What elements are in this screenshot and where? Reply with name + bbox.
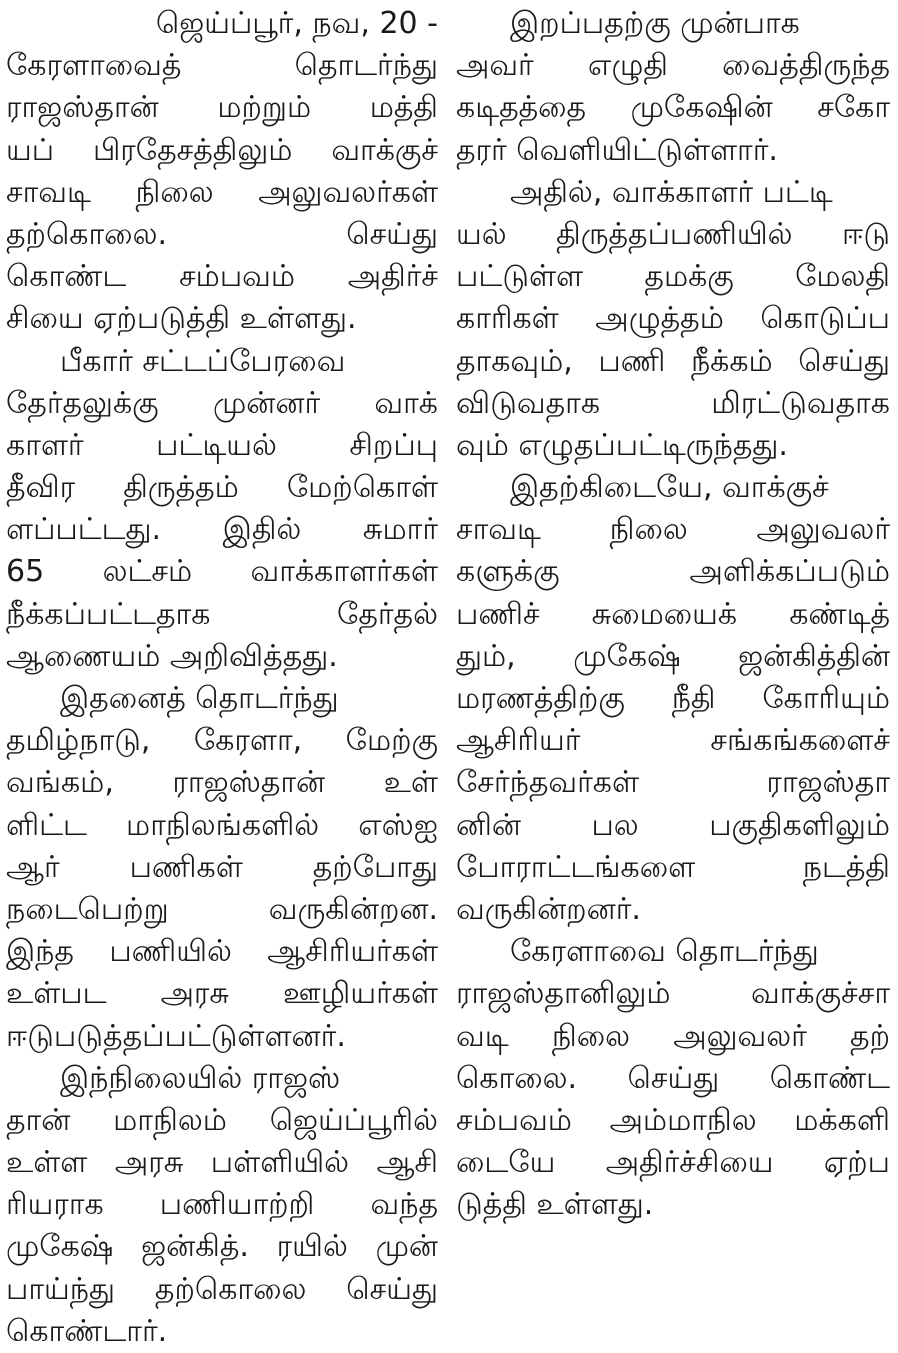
text-line: கொண்ட சம்பவம் அதிர்ச் [6,259,438,295]
text-line: காரிகள் அழுத்தம் கொடுப்ப [456,301,890,337]
text-line: அவர் எழுதி வைத்திருந்த [456,48,890,84]
text-line: காளர் பட்டியல் சிறப்பு [6,427,438,463]
text-line: சாவடி நிலை அலுவலர்கள் [6,174,438,210]
text-line: நீக்கப்பட்டதாக தேர்தல் [6,596,438,632]
text-line: வங்கம், ராஜஸ்தான் உள் [6,765,438,801]
text-line: தேர்தலுக்கு முன்னர் வாக் [6,385,438,421]
text-line: விடுவதாக மிரட்டுவதாக [456,385,890,421]
text-line: நடைபெற்று வருகின்றன. [6,891,438,927]
text-line: பீகார் சட்டப்பேரவை [60,343,346,379]
text-line: வும் எழுதப்பட்டிருந்தது. [456,427,788,463]
text-line: கேரளாவை தொடர்ந்து [510,934,819,970]
text-line: ராஜஸ்தானிலும் வாக்குச்சா [456,976,890,1012]
text-line: யல் திருத்தப்பணியில் ஈடு [456,216,890,252]
text-line: பணிச் சுமையைக் கண்டித் [456,596,890,632]
text-line: தற்கொலை. செய்து [6,216,438,252]
text-line: பாய்ந்து தற்கொலை செய்து [6,1271,438,1307]
text-line: தரர் வெளியிட்டுள்ளார். [456,132,778,168]
text-line: தமிழ்நாடு, கேரளா, மேற்கு [6,723,438,759]
text-line: தாகவும், பணி நீக்கம் செய்து [456,343,890,379]
text-line: டுத்தி உள்ளது. [456,1187,654,1223]
text-line: உள்ள அரசு பள்ளியில் ஆசி [6,1145,438,1181]
text-line: ஜெய்ப்பூர், நவ, 20 - [155,6,438,41]
text-line: தீவிர திருத்தம் மேற்கொள் [6,470,438,506]
text-line: தும், முகேஷ் ஜன்கித்தின் [456,638,890,674]
text-line: அதில், வாக்காளர் பட்டி [510,174,833,210]
text-line: போராட்டங்களை நடத்தி [456,849,890,885]
text-line: டையே அதிர்ச்சியை ஏற்ப [456,1145,890,1181]
text-line: ளப்பட்டது. இதில் சுமார் [6,512,438,548]
text-line: கொண்டார். [6,1313,168,1349]
text-line: சம்பவம் அம்மாநில மக்களி [456,1102,890,1138]
text-line: இதனைத் தொடர்ந்து [60,681,339,716]
text-line: னின் பல பகுதிகளிலும் [456,807,890,843]
text-line: வடி நிலை அலுவலர் தற் [456,1018,890,1054]
text-line: முகேஷ் ஜன்கித். ரயில் முன் [6,1229,438,1265]
text-line: உள்பட அரசு ஊழியர்கள் [6,976,438,1012]
text-line: தான் மாநிலம் ஜெய்ப்பூரில் [6,1102,438,1138]
text-line: ஈடுபடுத்தப்பட்டுள்ளனர். [6,1018,346,1054]
left-column [6,0,438,1349]
text-line: கொலை. செய்து கொண்ட [456,1060,890,1096]
text-line: சேர்ந்தவர்கள் ராஜஸ்தா [456,765,890,801]
text-line: கேரளாவைத் தொடர்ந்து [6,48,438,84]
text-line: மரணத்திற்கு நீதி கோரியும் [456,681,890,716]
text-line: சியை ஏற்படுத்தி உள்ளது. [6,301,357,337]
text-line: ளிட்ட மாநிலங்களில் எஸ்ஐ [6,807,438,843]
text-line: வருகின்றனர். [456,891,641,927]
text-line: ஆணையம் அறிவித்தது. [6,638,338,674]
text-line: ராஜஸ்தான் மற்றும் மத்தி [6,90,438,126]
text-line: ஆர் பணிகள் தற்போது [6,849,438,885]
right-column [456,0,890,1338]
text-line: இறப்பதற்கு முன்பாக [510,6,800,41]
text-line: சாவடி நிலை அலுவலர் [456,512,890,548]
text-line: ரியராக பணியாற்றி வந்த [6,1187,438,1223]
text-line: யப் பிரதேசத்திலும் வாக்குச் [6,132,438,168]
text-line: இந்த பணியில் ஆசிரியர்கள் [6,934,438,970]
text-line: பட்டுள்ள தமக்கு மேலதி [456,259,890,295]
text-line: ஆசிரியர் சங்கங்களைச் [456,723,890,759]
text-line: களுக்கு அளிக்கப்படும் [456,554,890,590]
text-line: 65 லட்சம் வாக்காளர்கள் [6,554,438,590]
text-line: இதற்கிடையே, வாக்குச் [510,470,829,506]
text-line: இந்நிலையில் ராஜஸ் [60,1060,341,1096]
text-line: கடிதத்தை முகேஷின் சகோ [456,90,890,126]
